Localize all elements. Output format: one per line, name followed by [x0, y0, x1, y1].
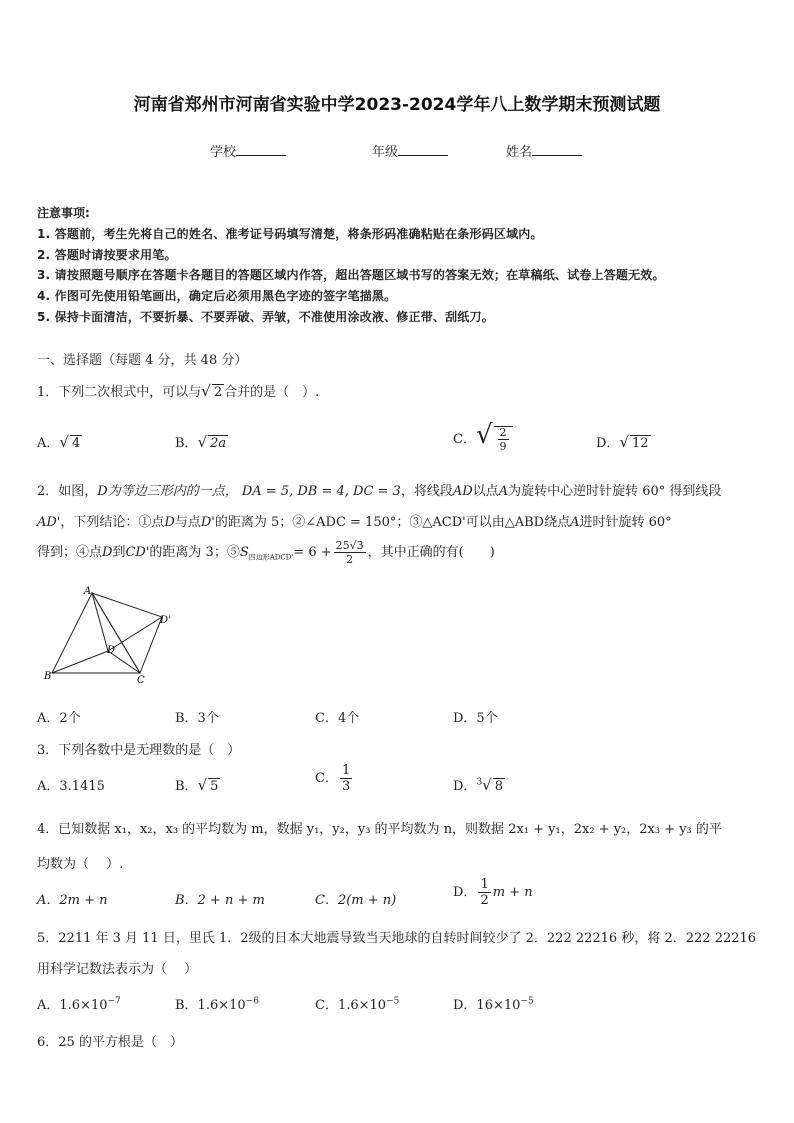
- q4-option-a: A．2m + n: [37, 893, 108, 908]
- q2-triangle-figure: [40, 585, 180, 685]
- q4-option-c: C．2(m + n): [315, 893, 397, 908]
- note-item: 5. 保持卡面清洁，不要折暴、不要弄破、弄皱，不准使用涂改液、修正带、刮纸刀。: [37, 310, 494, 324]
- question-2-line-1: 2．如图，D为等边三形内的一点， DA = 5, DB = 4, DC = 3，将线段AD以点A为旋转中心逆时针旋转 60° 得到线段: [37, 484, 722, 499]
- q1-option-a: A．√ 4: [37, 433, 81, 451]
- question-5-line-1: 5．2211 年 3 月 11 日，里氏 1．2级的日本大地震导致当天地球的自转时间较少了 2．222 22216 秒，将 2．222 22216: [37, 931, 757, 946]
- name-blank: [532, 143, 582, 156]
- q1-option-b: B．√ 2a: [175, 433, 227, 451]
- q5-option-b: B．$1.6\times 10^{-6}$: [175, 996, 259, 1013]
- q4-option-d: D． $\frac{1}{2}$ m + n: [453, 877, 533, 908]
- note-item: 4. 作图可先使用铅笔画出，确定后必须用黑色字迹的签字笔描黑。: [37, 289, 397, 303]
- q3-option-a: A．3.1415: [37, 779, 105, 794]
- q2-option-d: D．5个: [453, 711, 498, 726]
- q5-option-c: C．$1.6\times 10^{-5}$: [315, 996, 400, 1013]
- note-item: 3. 请按照题号顺序在答题卡各题目的答题区域内作答，超出答题区域书写的答案无效；在草稿纸、试卷上答题无效。: [37, 268, 665, 282]
- grade-blank: [398, 143, 448, 156]
- q2-option-b: B．3个: [175, 711, 219, 726]
- q5-option-a: A．$1.6\times 10^{-7}$: [37, 996, 121, 1013]
- note-item: 1. 答题前，考生先将自己的姓名、准考证号码填写清楚，将条形码准确粘贴在条形码区域内。: [37, 227, 543, 241]
- question-6: 6．25 的平方根是（ ）: [37, 1035, 183, 1050]
- q4-option-b: B．2 + n + m: [175, 893, 265, 908]
- notes-heading: 注意事项:: [37, 206, 90, 220]
- q5-option-d: D．$16\times 10^{-5}$: [453, 996, 534, 1013]
- school-blank: [236, 143, 286, 156]
- page-title: 河南省郑州市河南省实验中学2023-2024学年八上数学期末预测试题: [133, 95, 661, 115]
- q3-option-c: C． $\frac{1}{3}$: [315, 763, 351, 794]
- question-2-line-2: AD'，下列结论：①点D与点D'的距离为 5；②∠ADC = 150°；③△ACD'可以由△ABD绕点A进时针旋转 60°: [37, 515, 672, 530]
- label-d-prime: D': [160, 615, 171, 626]
- q1-option-d: D．√ 12: [596, 433, 649, 451]
- question-3: 3．下列各数中是无理数的是（ ）: [37, 743, 241, 758]
- note-item: 2. 答题时请按要求用笔。: [37, 248, 177, 262]
- question-4-line-2: 均数为（ ）.: [37, 857, 124, 872]
- q1-stem: 1．下列二次根式中，可以与: [37, 385, 202, 400]
- school-label: 学校: [210, 145, 237, 160]
- q1-stem-end: 合并的是（ ）.: [224, 385, 320, 400]
- q3-option-b: B．√ 5: [175, 776, 219, 794]
- q1-option-c: C．√ $\frac{2}{9}$: [453, 420, 513, 452]
- label-d: D: [107, 645, 116, 656]
- school-field: [210, 141, 286, 160]
- question-4-line-1: 4．已知数据 x₁，x₂，x₃ 的平均数为 m，数据 y₁，y₂，y₃ 的平均数为 n，则数据 2x₁ + y₁，2x₂ + y₂，2x₃ + y₃ 的平: [37, 822, 722, 837]
- q2-option-a: A．2个: [37, 711, 81, 726]
- label-b: B: [44, 671, 52, 682]
- question-2-line-3: 得到；④点D到CD'的距离为 3；$⑤S_{四边形ADCD'}= 6$ + $\frac{25√3}{2}$ ，其中正确的有( ): [37, 539, 495, 566]
- name-field: [506, 141, 582, 160]
- grade-field: [372, 141, 448, 160]
- grade-label: 年级: [372, 145, 399, 160]
- name-label: 姓名: [506, 145, 533, 160]
- label-a: A: [84, 586, 92, 597]
- q3-option-d: D．$^3$√ 8: [453, 776, 504, 794]
- section-heading: 一、选择题（每题 4 分，共 48 分）: [37, 353, 248, 368]
- q2-option-c: C．4个: [315, 711, 360, 726]
- question-1: 1．下列二次根式中，可以与√ 2 合并的是（ ）.: [37, 382, 320, 400]
- label-c: C: [137, 675, 145, 685]
- question-5-line-2: 用科学记数法表示为（ ）: [37, 962, 198, 977]
- q1-radicand: 2: [213, 385, 223, 400]
